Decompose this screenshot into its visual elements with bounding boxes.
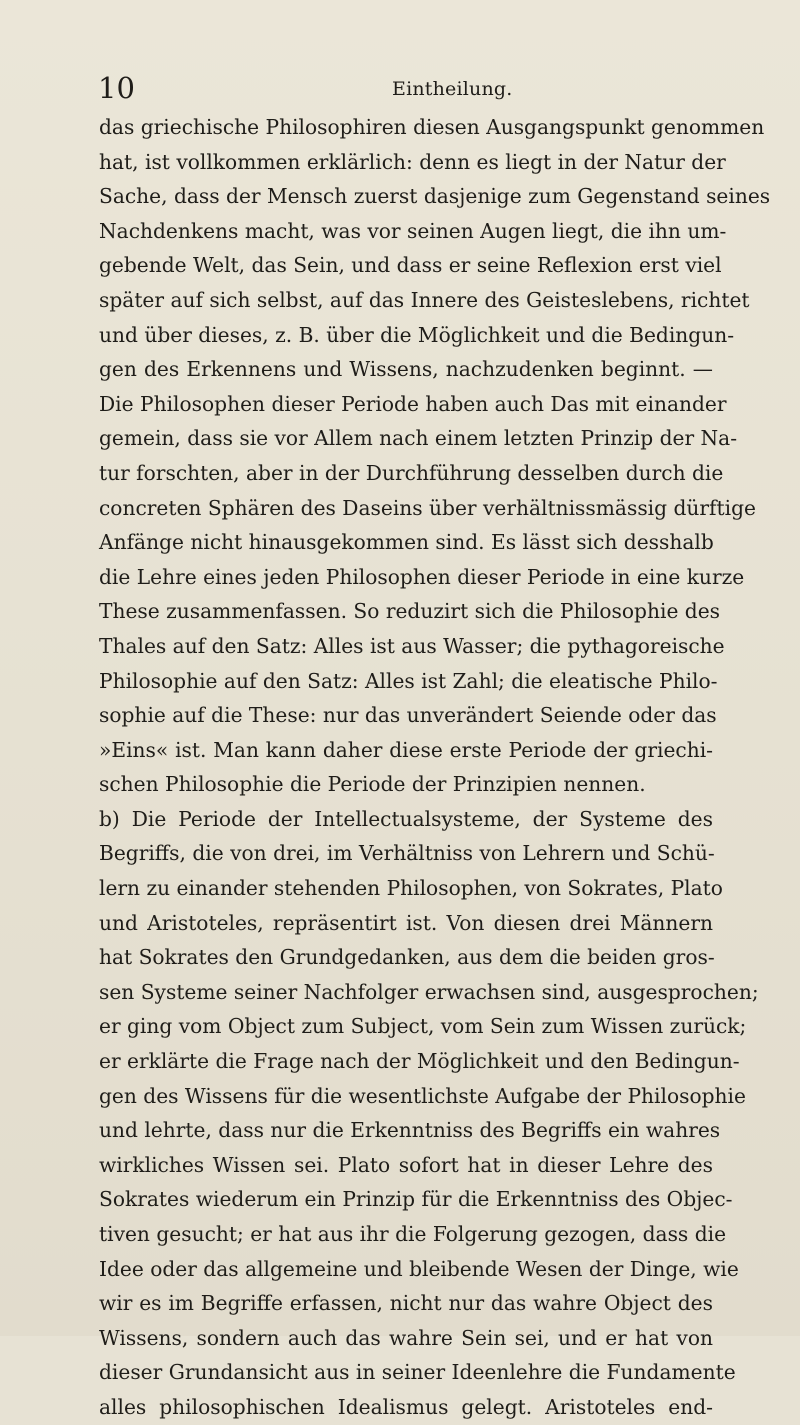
text-line: er ging vom Object zum Subject, vom Sein zum Wissen zurück; [99, 1014, 747, 1039]
text-line: sophie auf die These: nur das unverändert Seiende oder das [99, 703, 717, 728]
text-line: und Aristoteles, repräsentirt ist. Von diesen drei Männern [99, 910, 713, 935]
text-line: und lehrte, dass nur die Erkenntniss des Begriffs ein wahres [99, 1118, 721, 1143]
page-number: 10 [98, 71, 135, 105]
text-line: später auf sich selbst, auf das Innere des Geisteslebens, richtet [99, 287, 750, 312]
text-line: Die Philosophen dieser Periode haben auch Das mit einander [99, 391, 727, 416]
text-line: Nachdenkens macht, was vor seinen Augen liegt, die ihn um- [99, 218, 727, 243]
text-line: Wissens, sondern auch das wahre Sein sei, und er hat von [99, 1325, 713, 1350]
text-line: das griechische Philosophiren diesen Ausgangspunkt genommen [99, 115, 765, 139]
text-line: gen des Erkennens und Wissens, nachzudenken beginnt. — [99, 357, 713, 382]
text-line: These zusammenfassen. So reduzirt sich die Philosophie des [99, 599, 721, 624]
text-line: Begriffs, die von drei, im Verhältniss von Lehrern und Schü- [99, 841, 715, 866]
text-line: Sokrates wiederum ein Prinzip für die Erkenntniss des Objec- [99, 1187, 733, 1212]
text-line: schen Philosophie die Periode der Prinzipien nennen. [99, 772, 646, 797]
text-line: sen Systeme seiner Nachfolger erwachsen sind, ausgesprochen; [99, 979, 759, 1004]
text-line: er erklärte die Frage nach der Möglichkeit und den Bedingun- [99, 1049, 740, 1074]
text-line: und über dieses, z. B. über die Möglichkeit und die Bedingun- [99, 322, 735, 347]
body-text [99, 110, 771, 1425]
text-line: »Eins« ist. Man kann daher diese erste Periode der griechi- [99, 737, 713, 762]
text-line: hat Sokrates den Grundgedanken, aus dem die beiden gros- [99, 945, 715, 970]
running-title: Eintheilung. [392, 78, 513, 100]
text-line: die Lehre eines jeden Philosophen dieser Periode in eine kurze [99, 564, 745, 589]
text-line: Anfänge nicht hinausgekommen sind. Es lässt sich desshalb [99, 530, 714, 555]
text-line: tiven gesucht; er hat aus ihr die Folgerung gezogen, dass die [99, 1222, 727, 1246]
text-line: Thales auf den Satz: Alles ist aus Wasser; die pythagoreische [99, 633, 725, 658]
text-line: tur forschten, aber in der Durchführung desselben durch die [99, 460, 724, 485]
text-line: wirkliches Wissen sei. Plato sofort hat in dieser Lehre des [99, 1152, 713, 1177]
text-line: wir es im Begriffe erfassen, nicht nur das wahre Object des [99, 1291, 713, 1316]
text-line: Philosophie auf den Satz: Alles ist Zahl; die eleatische Philo- [99, 668, 718, 693]
page-header [0, 70, 800, 106]
text-line: Idee oder das allgemeine und bleibende Wesen der Dinge, wie [99, 1256, 739, 1281]
text-line: dieser Grundansicht aus in seiner Ideenlehre die Fundamente [99, 1360, 736, 1385]
text-line: concreten Sphären des Daseins über verhältnissmässig dürftige [99, 495, 756, 520]
text-line: alles philosophischen Idealismus gelegt. Aristoteles end- [99, 1394, 713, 1419]
text-line: b) Die Periode der Intellectualsysteme, der Systeme des [99, 806, 713, 831]
text-line: gebende Welt, das Sein, und dass er seine Reflexion erst viel [99, 253, 722, 278]
text-line: lern zu einander stehenden Philosophen, von Sokrates, Plato [99, 876, 723, 901]
text-line: gemein, dass sie vor Allem nach einem letzten Prinzip der Na- [99, 426, 738, 451]
text-line: hat, ist vollkommen erklärlich: denn es liegt in der Natur der [99, 149, 726, 174]
text-line: Sache, dass der Mensch zuerst dasjenige zum Gegenstand seines [99, 184, 771, 209]
text-line: gen des Wissens für die wesentlichste Aufgabe der Philosophie [99, 1083, 746, 1108]
